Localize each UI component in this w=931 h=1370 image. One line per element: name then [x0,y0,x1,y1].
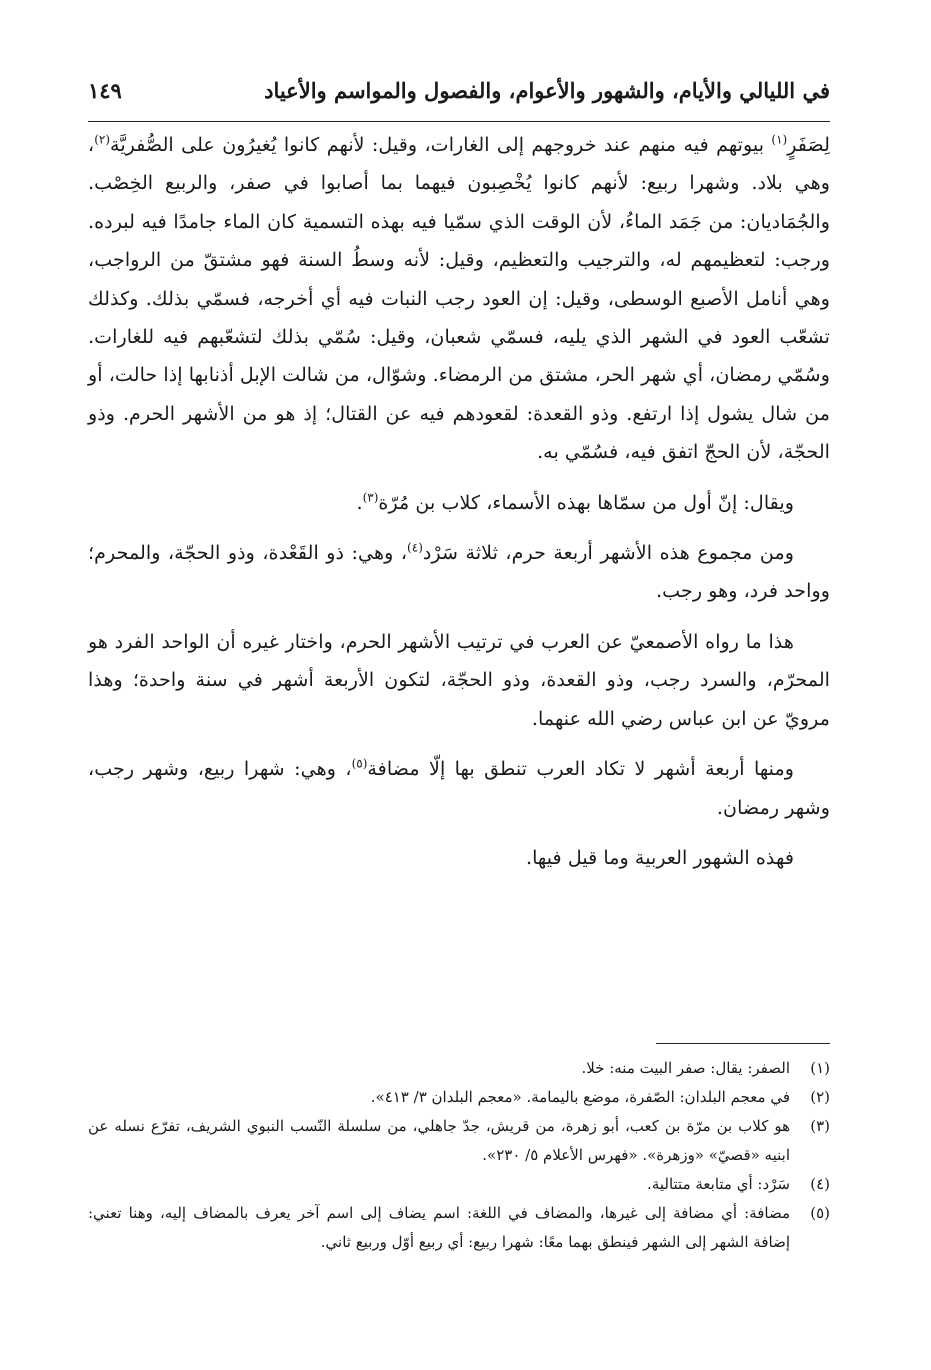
footnote-text: سَرْد: أي متابعة متتالية. [647,1175,790,1193]
paragraph [88,839,830,877]
footnote-ref: (٢) [94,132,111,147]
footnote-number: (٢) [810,1088,830,1106]
footnote-text: هو كلاب بن مرّة بن كعب، أبو زهرة، من قريش، جدّ جاهلي، من سلسلة النّسب النبوي الشريف، تفرّع نسله عن ابنيه «قصيّ» «وزهرة». «فهرس الأعلام ٥/ ٢٣٠». [88,1117,790,1164]
text-run: ، وهي: ذو القَعْدة، وذو الحجّة، والمحرم؛ وواحد فرد، وهو رجب. [88,541,830,603]
footnote-text: الصفر: يقال: صفر البيت منه: خلا. [581,1059,790,1077]
footnote-number: (٣) [810,1117,830,1135]
text-run: لِصَفَرٍ [787,133,830,156]
footnote-text: مضافة: أي مضافة إلى غيرها، والمضاف في اللغة: اسم يضاف إلى اسم آخر يعرف بالمضاف إليه، وهنا تعني: إضافة الشهر إلى الشهر فينطق بهما معًا: شهرا ربيع: أي ربيع أوّل وربيع ثاني. [88,1204,790,1251]
text-run: ومنها أربعة أشهر لا تكاد العرب تنطق بها إلّا مضافة [367,757,794,781]
text-run: . [356,490,363,514]
footnotes [88,1054,830,1257]
footnote-text: في معجم البلدان: الصّفرة، موضع باليمامة. «معجم البلدان ٣/ ٤١٣». [370,1088,790,1106]
running-title: في الليالي والأيام، والشهور والأعوام، والفصول والمواسم والأعياد [264,78,830,103]
page-number: ١٤٩ [88,78,122,103]
footnote [88,1054,830,1083]
page-header [88,78,830,103]
footnote-rule [656,1043,830,1044]
footnote-number: (٥) [810,1204,830,1222]
footnote [88,1170,830,1199]
paragraph [88,623,830,738]
main-text [88,126,830,889]
text-run: فهذه الشهور العربية وما قيل فيها. [525,845,794,869]
text-run: بيوتهم فيه منهم عند خروجهم إلى الغارات، وقيل: لأنهم كانوا يُغيرُون على الصُّفريَّة [110,133,772,156]
paragraph [88,126,830,472]
paragraph [88,750,830,827]
paragraph [88,534,830,611]
text-run: ، وهي بلاد. وشهرا ربيع: لأنهم كانوا يُخْصِبون فيهما بما أصابوا في صفر، والربيع الخِصْب. والجُمَاديان: من جَمَد الماءُ، لأن الوقت الذي سمّيا فيه بهذه التسمية كان الماء جامدًا فيه لبرده. ورجب: لتعظيمهم له، والترجيب والتعظيم، وقيل: لأنه وسطُ السنة فهو مشتقّ من الرواجب، وهي أنامل الأصبع الوسطى، وقيل: إن العود رجب النبات فيه أي أخرجه، فسمّي بذلك. وكذلك تشعّب العود في الشهر الذي يليه، فسمّي شعبان، وقيل: سُمّي بذلك لتشعّبهم فيه للغارات. وسُمّي رمضان، أي شهر الحر، مشتق من الرمضاء. وشوّال، من شالت الإبل أذنابها إذا حالت، أو من شال يشول إذا ارتفع. وذو القعدة: لقعودهم فيه عن القتال؛ إذ هو من الأشهر الحرم. وذو الحجّة، لأن الحجّ اتفق فيه، فسُمّي به. [88,133,830,464]
footnote [88,1083,830,1112]
footnote-ref: (٥) [351,756,368,771]
footnote [88,1199,830,1257]
text-run: ويقال: إنّ أول من سمّاها بهذه الأسماء، كلاب بن مُرّة [378,490,794,514]
text-run: ، وهي: شهرا ربيع، وشهر رجب، وشهر رمضان. [88,757,830,819]
footnote-ref: (٤) [407,540,423,555]
paragraph [88,484,830,522]
text-run: هذا ما رواه الأصمعيّ عن العرب في ترتيب الأشهر الحرم، واختار غيره أن الواحد الفرد هو المحرّم، والسرد رجب، وذو القعدة، وذو الحجّة، لتكون الأربعة أشهر في سنة واحدة؛ وهذا مرويّ عن ابن عباس رضي الله عنهما. [88,629,830,730]
footnote-number: (١) [810,1059,830,1077]
footnote-ref: (١) [771,132,788,147]
footnote [88,1112,830,1170]
footnote-ref: (٣) [362,490,379,505]
header-rule [88,121,830,122]
text-run: ومن مجموع هذه الأشهر أربعة حرم، ثلاثة سَرْد [422,541,794,565]
footnote-number: (٤) [810,1175,830,1193]
